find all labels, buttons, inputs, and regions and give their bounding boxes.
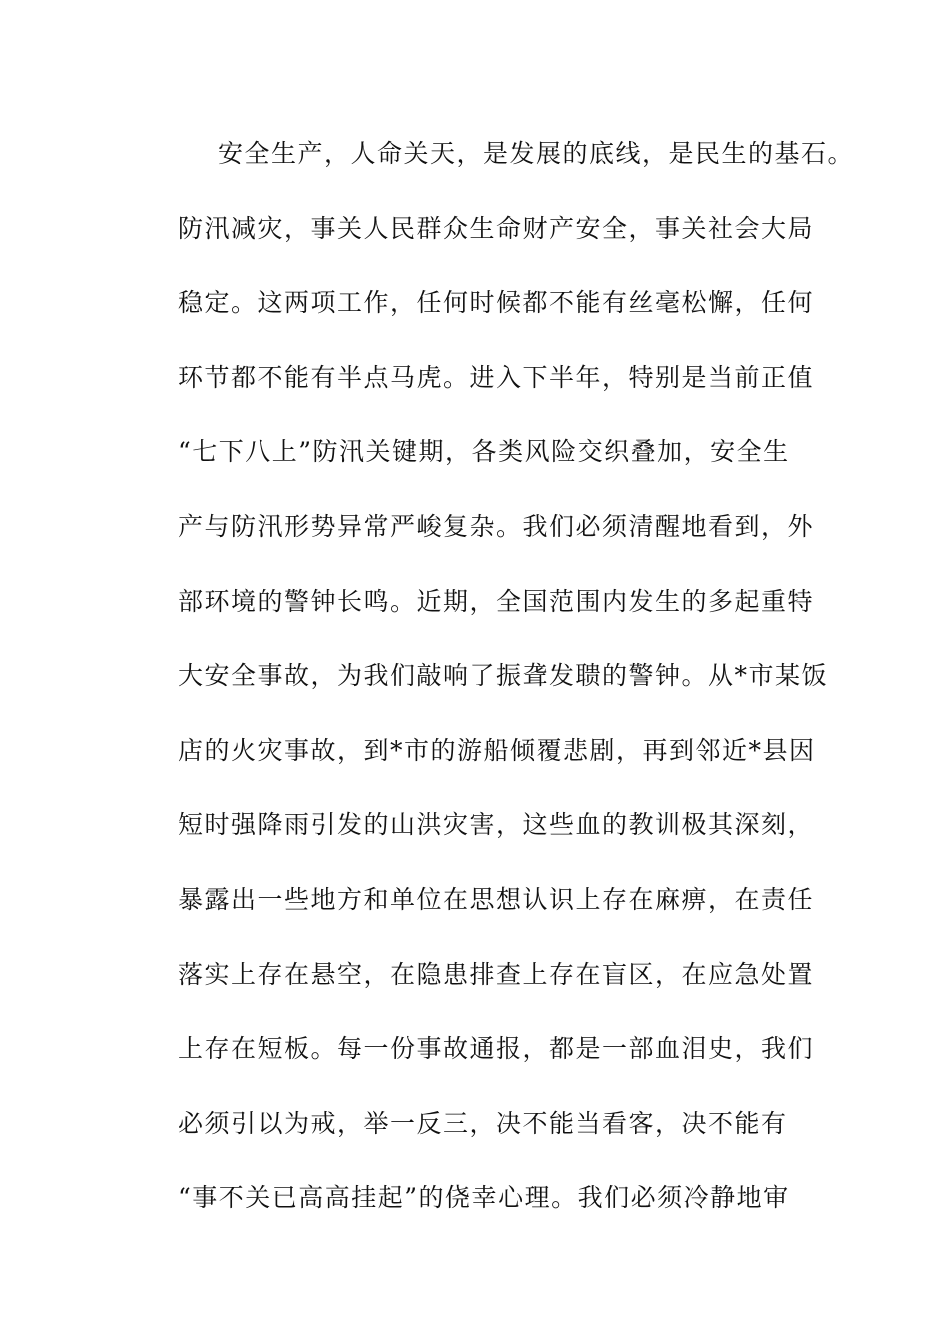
- text-line-6: 产与防汛形势异常严峻复杂。我们必须清醒地看到，外: [178, 511, 815, 541]
- text-line-13: 上存在短板。每一份事故通报，都是一部血泪史，我们: [178, 1034, 815, 1064]
- body-paragraph: [178, 129, 855, 1248]
- text-line-4: 环节都不能有半点马虎。进入下半年，特别是当前正值: [178, 362, 815, 392]
- text-line-5: “七下八上”防汛关键期，各类风险交织叠加，安全生: [178, 437, 790, 467]
- text-line-9: 店的火灾事故，到*市的游船倾覆悲剧，再到邻近*县因: [178, 735, 816, 765]
- text-line-3: 稳定。这两项工作，任何时候都不能有丝毫松懈，任何: [178, 288, 815, 318]
- text-line-12: 落实上存在悬空，在隐患排查上存在盲区，在应急处置: [178, 959, 815, 989]
- text-line-14: 必须引以为戒，举一反三，决不能当看客，决不能有: [178, 1108, 788, 1138]
- text-line-15: “事不关已高高挂起”的侥幸心理。我们必须冷静地审: [178, 1183, 790, 1213]
- text-line-2: 防汛减灾，事关人民群众生命财产安全，事关社会大局: [178, 213, 815, 243]
- text-line-10: 短时强降雨引发的山洪灾害，这些血的教训极其深刻，: [178, 810, 815, 840]
- text-line-7: 部环境的警钟长鸣。近期，全国范围内发生的多起重特: [178, 586, 815, 616]
- text-line-11: 暴露出一些地方和单位在思想认识上存在麻痹，在责任: [178, 884, 815, 914]
- text-line-1: 安全生产，人命关天，是发展的底线，是民生的基石。: [218, 139, 855, 168]
- text-line-8: 大安全事故，为我们敲响了振聋发聩的警钟。从*市某饭: [178, 661, 829, 691]
